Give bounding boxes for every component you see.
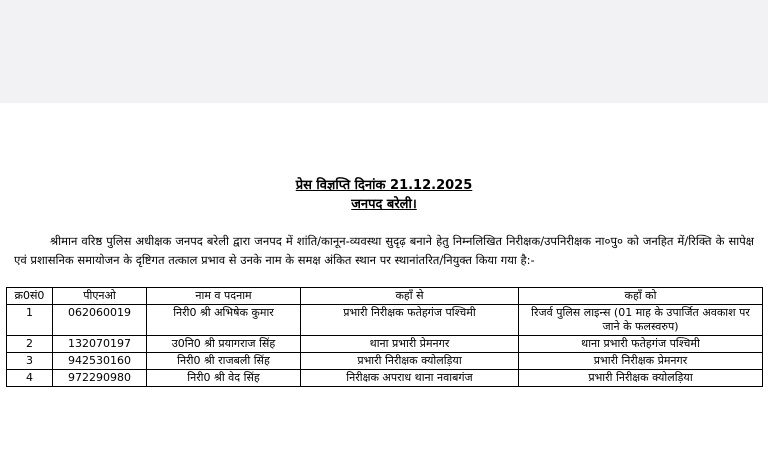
- district-subtitle: जनपद बरेली।: [351, 197, 417, 212]
- cell-name: निरी0 श्री वेद सिंह: [147, 370, 301, 387]
- cell-from: प्रभारी निरीक्षक फतेहगंज पश्चिमी: [301, 305, 519, 336]
- cell-from: प्रभारी निरीक्षक क्योलड़िया: [301, 353, 519, 370]
- header-pno: पीएनओ: [53, 288, 147, 305]
- cell-serial: 1: [7, 305, 53, 336]
- cell-name: उ0नि0 श्री प्रयागराज सिंह: [147, 336, 301, 353]
- press-release-title: प्रेस विज्ञप्ति दिनांक 21.12.2025: [295, 178, 473, 193]
- cell-to: प्रभारी निरीक्षक प्रेमनगर: [519, 353, 763, 370]
- cell-to: प्रभारी निरीक्षक क्योलड़िया: [519, 370, 763, 387]
- cell-serial: 3: [7, 353, 53, 370]
- cell-pno: 972290980: [53, 370, 147, 387]
- cell-from: थाना प्रभारी प्रेमनगर: [301, 336, 519, 353]
- cell-pno: 942530160: [53, 353, 147, 370]
- cell-from: निरीक्षक अपराध थाना नवाबगंज: [301, 370, 519, 387]
- cell-pno: 132070197: [53, 336, 147, 353]
- cell-to: रिजर्व पुलिस लाइन्स (01 माह के उपार्जित अवकाश पर जाने के फलस्वरुप): [519, 305, 763, 336]
- cell-serial: 2: [7, 336, 53, 353]
- top-gray-band: [0, 0, 768, 103]
- table-row: [7, 370, 763, 387]
- header-serial: क्र0सं0: [7, 288, 53, 305]
- header-from: कहाँ से: [301, 288, 519, 305]
- cell-pno: 062060019: [53, 305, 147, 336]
- cell-to: थाना प्रभारी फतेहगंज पश्चिमी: [519, 336, 763, 353]
- body-paragraph: श्रीमान वरिष्ठ पुलिस अधीक्षक जनपद बरेली द्वारा जनपद में शांति/कानून-व्यवस्था सुदृढ़ बनाने हेतु निम्नलिखित निरीक्षक/उपनिरीक्षक ना०पु० को जनहित में/रिक्ति के सापेक्ष एवं प्रशासनिक समायोजन के दृष्टिगत तत्काल प्रभाव से उनके नाम के समक्ष अंकित स्थान पर स्थानांतरित/नियुक्त किया गया है:-: [14, 234, 754, 267]
- cell-name: निरी0 श्री अभिषेक कुमार: [147, 305, 301, 336]
- table-row: [7, 336, 763, 353]
- cell-serial: 4: [7, 370, 53, 387]
- table-header-row: [7, 288, 763, 305]
- table-row: [7, 353, 763, 370]
- header-to: कहाँ को: [519, 288, 763, 305]
- transfer-table: [6, 287, 763, 387]
- cell-name: निरी0 श्री राजबली सिंह: [147, 353, 301, 370]
- table-row: [7, 305, 763, 336]
- header-name: नाम व पदनाम: [147, 288, 301, 305]
